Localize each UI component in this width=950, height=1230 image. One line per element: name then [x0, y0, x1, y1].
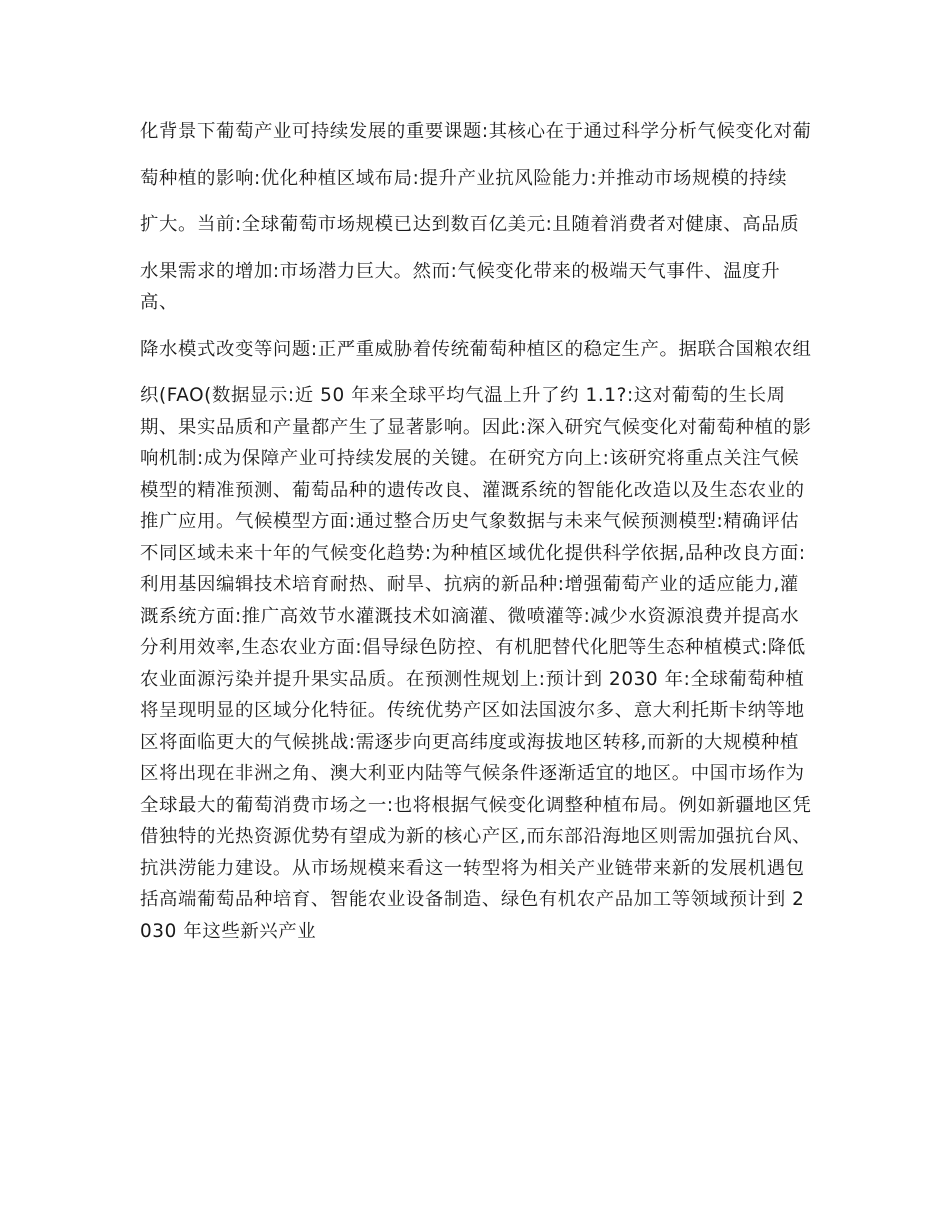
paragraph-3: 扩大。当前:全球葡萄市场规模已达到数百亿美元:且随着消费者对健康、高品质 [140, 214, 800, 235]
paragraph-4: 水果需求的增加:市场潜力巨大。然而:气候变化带来的极端天气事件、温度升高、 [140, 260, 781, 313]
paragraph-1: 化背景下葡萄产业可持续发展的重要课题:其核心在于通过科学分析气候变化对葡 [140, 121, 812, 142]
paragraph-2: 萄种植的影响:优化种植区域布局:提升产业抗风险能力:并推动市场规模的持续 [140, 167, 788, 189]
paragraph-6: 织(FAO(数据显示:近 50 年来全球平均气温上升了约 1.1?:这对葡萄的生长周期、果实品质和产量都产生了显著影响。因此:深入研究气候变化对葡萄种植的影响机制:成为保障产业可持续发展的关键。在研究方向上:该研究将重点关注气候模型的精准预测、葡萄品种的遗传改良、灌溉系统的智能化改造以及生态农业的推广应用。气候模型方面:通过整合历史气象数据与未来气候预测模型:精确评估不同区域未来十年的气候变化趋势:为种植区域优化提供科学依据,品种改良方面:利用基因编辑技术培育耐热、耐旱、抗病的新品种:增强葡萄产业的适应能力,灌溉系统方面:推广高效节水灌溉技术如滴灌、微喷灌等:减少水资源浪费并提高水分利用效率,生态农业方面:倡导绿色防控、有机肥替代化肥等生态种植模式:降低农业面源污染并提升果实品质。在预测性规划上:预计到 2030 年:全球葡萄种植将呈现明显的区域分化特征。传统优势产区如法国波尔多、意大利托斯卡纳等地区将面临更大的气候挑战:需逐步向更高纬度或海拔地区转移,而新的大规模种植区将出现在非洲之角、澳大利亚内陆等气候条件逐渐适宜的地区。中国市场作为全球最大的葡萄消费市场之一:也将根据气候变化调整种植布局。例如新疆地区凭借独特的光热资源优势有望成为新的核心产区,而东部沿海地区则需加强抗台风、抗洪涝能力建设。从市场规模来看这一转型将为相关产业链带来新的发展机遇包括高端葡萄品种培育、智能农业设备制造、绿色有机农产品加工等领域预计到 2030 年这些新兴产业 [140, 385, 812, 942]
document-page [140, 116, 812, 962]
paragraph-5: 降水模式改变等问题:正严重威胁着传统葡萄种植区的稳定生产。据联合国粮农组 [140, 338, 812, 360]
